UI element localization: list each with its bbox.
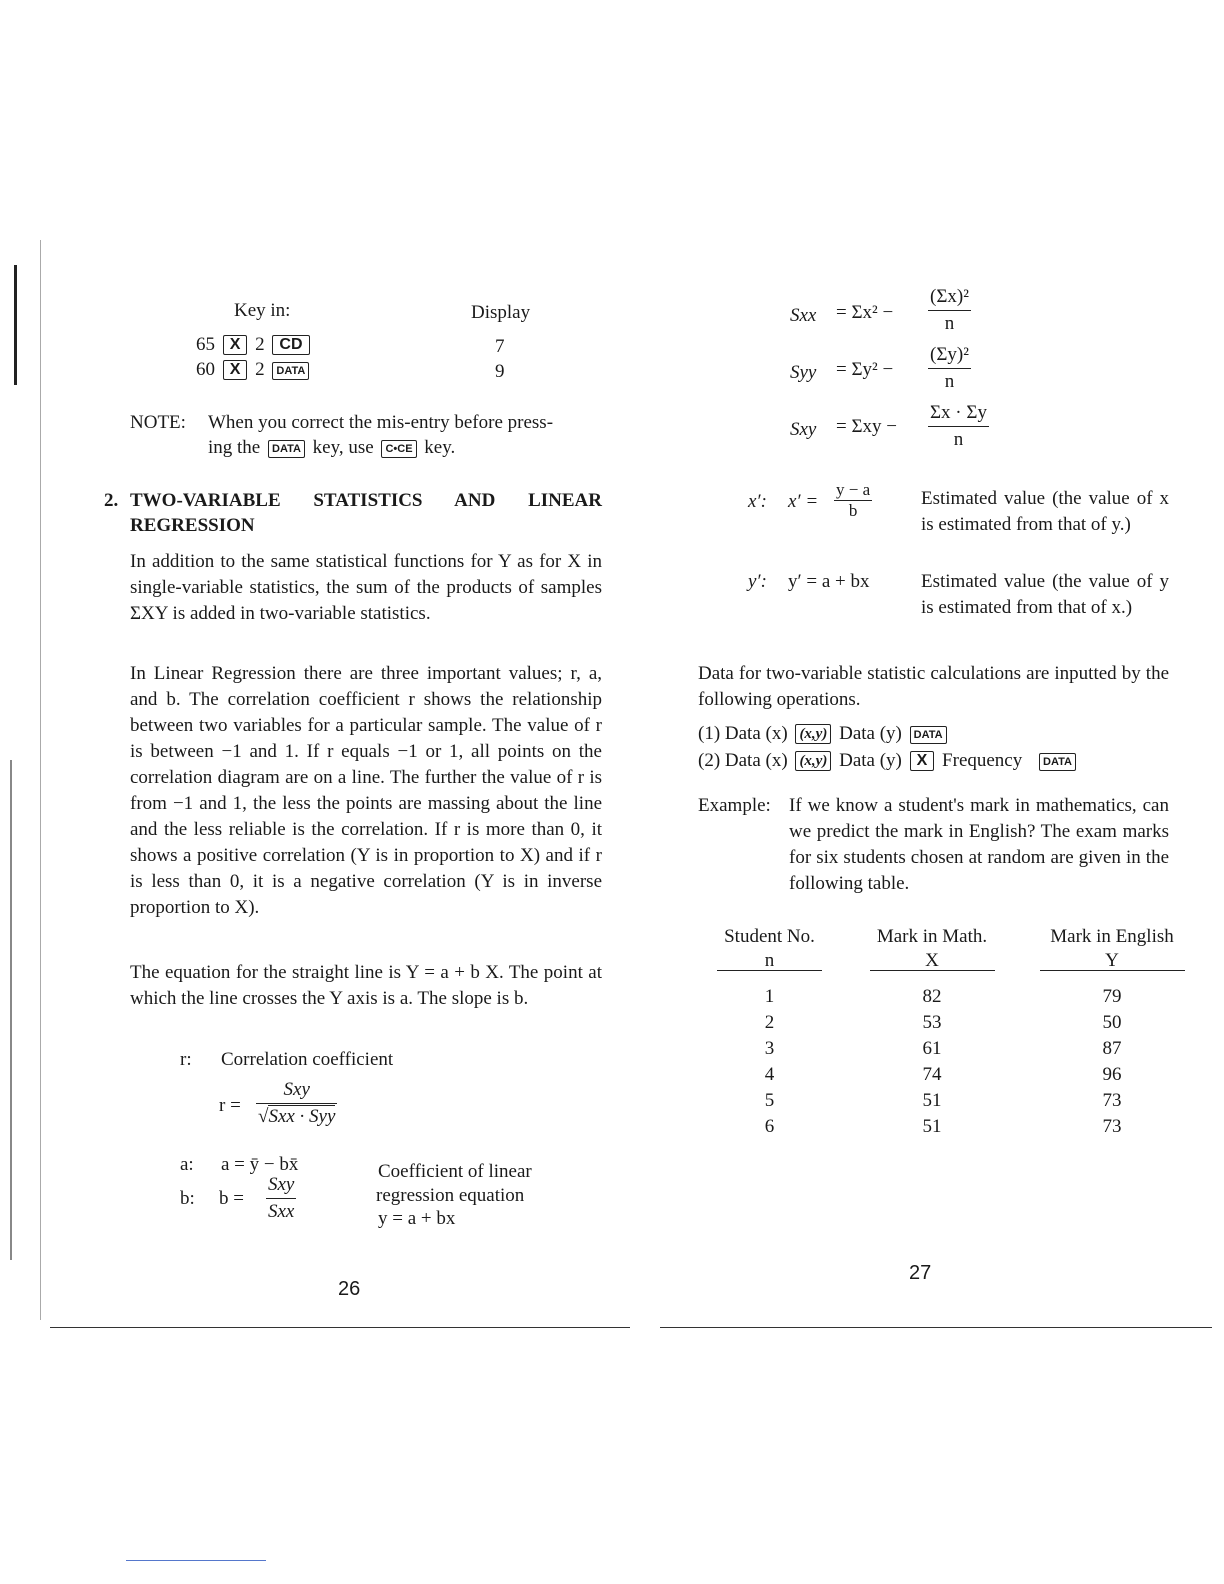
note-line-1: When you correct the mis-entry before press- — [208, 412, 554, 433]
b-fraction: $\frac{\text{Sxy}}{\text{Sxx}}$ — [268, 1174, 295, 1222]
table-row: 6 51 73 — [764, 1116, 1122, 1137]
scan-edge-line — [10, 760, 12, 1260]
yprime-formula: y′ = a + bx — [788, 571, 870, 592]
data-key: DATA — [1039, 753, 1076, 771]
table-row: 3 61 87 — [764, 1038, 1122, 1059]
a-label: a: — [180, 1154, 194, 1175]
b-lhs: b = — [219, 1188, 244, 1209]
r-lhs: r = — [219, 1095, 241, 1116]
page-bottom-rule — [50, 1327, 630, 1328]
multiply-key: X — [223, 360, 248, 380]
xy-key: (x,y) — [795, 751, 831, 771]
sxx-fraction: $\frac{\text{(Σx)²}}{n}$ — [930, 286, 969, 334]
sxy-lhs: Sxy — [790, 419, 817, 440]
paragraph-two-variable: In addition to the same statistical functions for Y as for X in single-variable statistics, the sum of the products of samples ΣXY is added in two-variable statistics. — [130, 551, 602, 624]
sxy-mid: = Σxy − — [836, 416, 897, 437]
display-value-1: 7 — [495, 336, 505, 357]
key-row-1: 65 X 2 CD — [196, 332, 313, 358]
table-row: 2 53 50 — [764, 1012, 1122, 1033]
section-title-line-2: REGRESSION — [130, 515, 255, 536]
syy-mid: = Σy² − — [836, 359, 894, 380]
a-formula: a = ȳ − bx̄ — [221, 1154, 299, 1175]
table-row: 4 74 96 — [764, 1064, 1122, 1085]
section-number: 2. — [104, 490, 119, 511]
coefficient-line-1: Coefficient of linear — [378, 1161, 532, 1182]
header-student-no: Student No. — [724, 926, 815, 947]
b-label: b: — [180, 1188, 195, 1209]
page-bottom-rule — [660, 1327, 1212, 1328]
page-number-right: 27 — [909, 1262, 932, 1284]
xy-key: (x,y) — [795, 724, 831, 744]
paragraph-line-equation: The equation for the straight line is Y = a + b X. The point at which the line crosses the Y axis is a. The slope is b. — [130, 962, 602, 1009]
data-key: DATA — [272, 362, 309, 380]
scan-edge-line — [40, 240, 41, 1320]
cce-key: C•CE — [381, 440, 416, 458]
multiply-key: X — [223, 335, 248, 355]
syy-fraction: $\frac{\text{(Σy)²}}{n}$ — [930, 344, 969, 392]
syy-lhs: Syy — [790, 362, 817, 383]
table-header-row — [712, 924, 1192, 950]
sxx-mid: = Σx² − — [836, 302, 894, 323]
paragraph-linear-regression: In Linear Regression there are three important values; r, a, and b. The correlation coefficient r shows the relationship between two variables for a particular sample. The value of r is between −1 and 1. If r equals −1 or 1, all points on the correlation diagram are on a line. The further the value of r is from −1 and 1, the less the points are massing about the line and the less reliable is the correlation. If r is more than 0, it shows a positive correlation (Y is in proportion to X) and if r is less than 0, it is a negative correlation (Y is in inverse proportion to X). — [130, 663, 602, 918]
sxx-lhs: Sxx — [790, 305, 817, 326]
coefficient-line-2: regression equation — [376, 1185, 525, 1206]
table-row: 5 51 73 — [764, 1090, 1122, 1111]
data-key: DATA — [268, 440, 305, 458]
header-math: Mark in Math. — [876, 926, 988, 947]
r-fraction: $\frac{\text{Sxy}}{\text{√Sxx · Syy}}$ — [258, 1079, 336, 1127]
key-row-2: 60 X 2 DATA — [196, 357, 312, 383]
display-value-2: 9 — [495, 361, 505, 382]
key-in-header: Key in: — [234, 300, 291, 321]
operation-1: (1) Data (x) (x,y) Data (y) DATA — [698, 721, 950, 747]
table-subheader-row: n X Y — [712, 950, 1192, 972]
r-description: Correlation coefficient — [221, 1049, 394, 1070]
data-intro: Data for two-variable statistic calculations are inputted by the following operations. — [698, 663, 1169, 710]
page-number-left: 26 — [338, 1278, 361, 1300]
xprime-description: Estimated value (the value of x is estimated from that of y.) — [921, 488, 1169, 535]
example-label: Example: — [698, 795, 771, 816]
coefficient-line-3: y = a + bx — [378, 1208, 456, 1229]
yprime-label: y′: — [748, 571, 767, 592]
section-title-line-1: TWO-VARIABLE STATISTICS AND LINEAR — [130, 490, 602, 511]
cd-key: CD — [272, 335, 309, 355]
table-row: 1 82 79 — [764, 986, 1122, 1007]
scan-edge-line — [14, 265, 17, 385]
example-text: If we know a student's mark in mathematics, can we predict the mark in English? The exam marks for six students chosen at random are given in the following table. — [789, 795, 1169, 894]
multiply-key: X — [910, 751, 935, 771]
xprime-label: x′: — [748, 491, 767, 512]
student-marks-table — [712, 924, 1192, 1140]
note-label: NOTE: — [130, 412, 186, 433]
note-line-2: ing the DATA key, use C•CE key. — [208, 437, 456, 458]
scan-underline — [126, 1560, 266, 1561]
yprime-description: Estimated value (the value of y is estimated from that of x.) — [921, 571, 1169, 618]
sxy-fraction: $\frac{\Sigma x \cdot \Sigma y}{n}$ — [930, 402, 987, 450]
xprime-lhs: x′ = — [788, 491, 819, 512]
display-header: Display — [471, 302, 531, 323]
sqrt-icon: √ — [258, 1106, 269, 1127]
header-english: Mark in English — [1050, 926, 1174, 947]
r-label: r: — [180, 1049, 192, 1070]
operation-2: (2) Data (x) (x,y) Data (y) X Frequency DATA — [698, 748, 1079, 774]
xprime-fraction: $\frac{y - a}{b}$ — [836, 480, 871, 520]
data-key: DATA — [910, 726, 947, 744]
